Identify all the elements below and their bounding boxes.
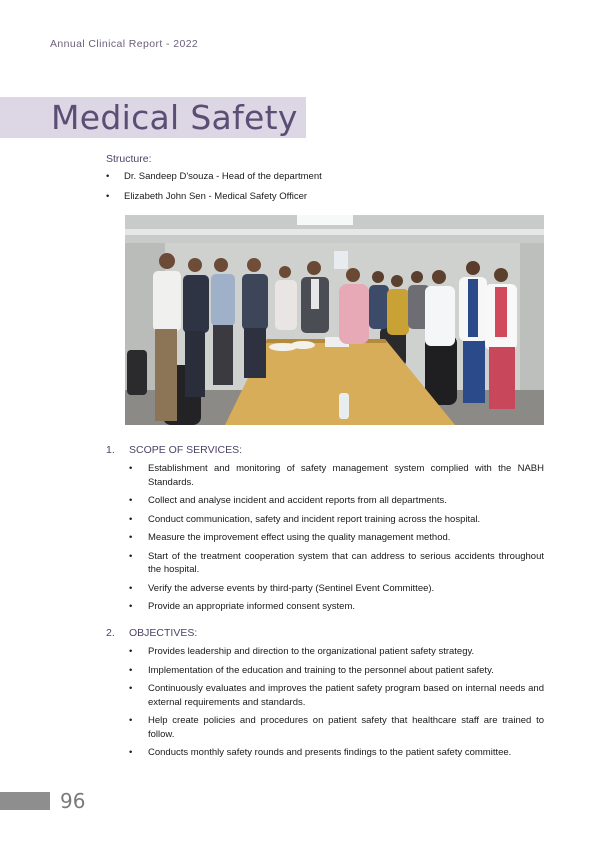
list-item: • Conducts monthly safety rounds and presents findings to the patient safety committee. — [129, 746, 544, 760]
footer-bar — [0, 792, 50, 810]
structure-list — [106, 171, 322, 211]
section-heading — [106, 627, 544, 639]
team-photo — [125, 215, 544, 425]
structure-member: • Dr. Sandeep D'souza - Head of the department — [106, 171, 322, 183]
page-title: Medical Safety — [51, 98, 298, 137]
section-heading — [106, 444, 544, 456]
page-number: 96 — [60, 789, 86, 813]
list-item: • Provides leadership and direction to the organizational patient safety strategy. — [129, 645, 544, 659]
list-item: • Help create policies and procedures on patient safety that healthcare staff are trained to follow. — [129, 714, 544, 741]
list-item: • Conduct communication, safety and incident report training across the hospital. — [129, 513, 544, 527]
objectives-list — [129, 645, 544, 760]
list-item: • Measure the improvement effect using the quality management method. — [129, 531, 544, 545]
section-scope — [106, 444, 544, 619]
list-item: • Continuously evaluates and improves the patient safety program based on internal needs and external requirements and standards. — [129, 682, 544, 709]
section-title: SCOPE OF SERVICES: — [129, 444, 243, 456]
list-item: • Provide an appropriate informed consent system. — [129, 600, 544, 614]
list-item: • Implementation of the education and training to the personnel about patient safety. — [129, 664, 544, 678]
team-photo-illustration — [125, 215, 544, 425]
structure-member: • Elizabeth John Sen - Medical Safety Officer — [106, 191, 322, 203]
section-objectives — [106, 627, 544, 765]
structure-label: Structure: — [106, 153, 152, 165]
list-item: • Start of the treatment cooperation system that can address to serious accidents throughout the hospital. — [129, 550, 544, 577]
section-number: 1. — [106, 444, 115, 456]
list-item: • Establishment and monitoring of safety management system complied with the NABH Standards. — [129, 462, 544, 489]
running-header: Annual Clinical Report - 2022 — [50, 38, 199, 50]
list-item: • Collect and analyse incident and accident reports from all departments. — [129, 494, 544, 508]
section-title: OBJECTIVES: — [129, 627, 198, 639]
section-number: 2. — [106, 627, 115, 639]
scope-list — [129, 462, 544, 614]
list-item: • Verify the adverse events by third-party (Sentinel Event Committee). — [129, 582, 544, 596]
